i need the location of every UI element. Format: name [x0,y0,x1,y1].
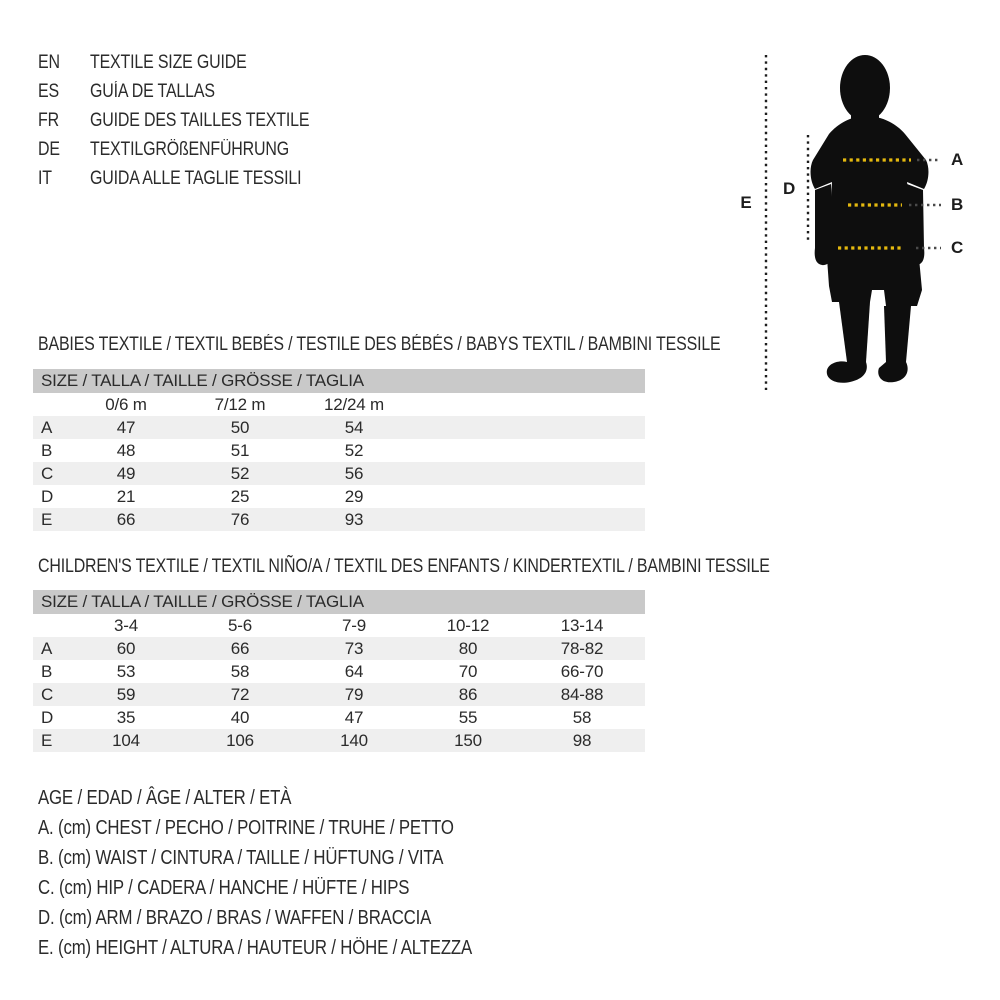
size-value-cell: 64 [344,662,364,681]
table-row [33,637,645,660]
marker-height-label: E [740,193,752,212]
size-value-cell: 80 [458,639,478,658]
size-value-cell: 76 [230,510,250,529]
size-value-cell: 54 [344,418,364,437]
size-value-cell: 79 [344,685,364,704]
size-label-cell: E [41,510,53,529]
table-column-header: 3-4 [114,616,138,635]
language-code: ES [38,81,59,102]
legend-line-height: E. (cm) HEIGHT / ALTURA / HAUTEUR / HÖHE / ALTEZZA [38,937,473,959]
table-column-header: 5-6 [228,616,252,635]
marker-hip-label: C [950,238,964,257]
size-label-cell: B [41,441,53,460]
size-value-cell: 40 [230,708,250,727]
size-value-cell: 29 [344,487,364,506]
size-value-cell: 50 [230,418,250,437]
legend-line-waist: B. (cm) WAIST / CINTURA / TAILLE / HÜFTUNG / VITA [38,847,444,869]
size-value-cell: 55 [458,708,478,727]
table-row [33,439,645,462]
guide-title: GUIDE DES TAILLES TEXTILE [90,110,310,131]
size-value-cell: 150 [454,731,482,750]
table-row [33,508,645,531]
legend-line-age: AGE / EDAD / ÂGE / ALTER / ETÀ [38,787,292,809]
size-value-cell: 47 [344,708,364,727]
table-row [33,706,645,729]
table-header-bar: SIZE / TALLA / TAILLE / GRÖSSE / TAGLIA [33,369,645,393]
size-value-cell: 66-70 [560,662,604,681]
children-size-table [33,590,645,752]
babies-size-table [33,369,645,531]
size-value-cell: 70 [458,662,478,681]
table-column-header: 0/6 m [105,395,147,414]
table-column-header: 13-14 [560,616,604,635]
language-code: EN [38,52,60,73]
table-column-header: 12/24 m [323,395,385,414]
size-value-cell: 35 [116,708,136,727]
size-value-cell: 104 [112,731,140,750]
legend-line-hip: C. (cm) HIP / CADERA / HANCHE / HÜFTE / HIPS [38,877,410,899]
size-value-cell: 66 [230,639,250,658]
size-value-cell: 59 [116,685,136,704]
size-value-cell: 47 [116,418,136,437]
language-code: IT [38,168,52,189]
size-value-cell: 58 [230,662,250,681]
babies-section-title: BABIES TEXTILE / TEXTIL BEBÉS / TESTILE DES BÉBÉS / BABYS TEXTIL / BAMBINI TESSILE [38,334,721,355]
guide-title: GUIDA ALLE TAGLIE TESSILI [90,168,302,189]
size-value-cell: 48 [116,441,136,460]
size-value-cell: 53 [116,662,136,681]
size-value-cell: 140 [340,731,368,750]
size-value-cell: 51 [230,441,250,460]
size-value-cell: 84-88 [560,685,604,704]
table-row [33,660,645,683]
size-value-cell: 86 [458,685,478,704]
size-value-cell: 21 [116,487,136,506]
legend-line-chest: A. (cm) CHEST / PECHO / POITRINE / TRUHE / PETTO [38,817,454,839]
size-label-cell: D [41,708,54,727]
size-value-cell: 60 [116,639,136,658]
size-label-cell [33,614,69,637]
size-value-cell: 98 [572,731,592,750]
table-column-headers [33,393,645,416]
language-row [38,77,351,106]
size-label-cell [33,393,69,416]
language-code: DE [38,139,60,160]
size-value-cell: 52 [344,441,364,460]
table-column-headers [33,614,645,637]
table-row [33,462,645,485]
size-value-cell: 93 [344,510,364,529]
size-value-cell: 66 [116,510,136,529]
table-row [33,485,645,508]
language-row [38,135,351,164]
guide-title: TEXTILE SIZE GUIDE [90,52,247,73]
language-title-list [38,48,351,193]
size-value-cell: 58 [572,708,592,727]
language-row [38,164,351,193]
table-row [33,683,645,706]
table-row [33,729,645,752]
size-value-cell: 52 [230,464,250,483]
table-header-bar: SIZE / TALLA / TAILLE / GRÖSSE / TAGLIA [33,590,645,614]
table-column-header: 7-9 [342,616,366,635]
table-column-header: 10-12 [446,616,490,635]
guide-title: GUÍA DE TALLAS [90,81,215,102]
size-value-cell: 56 [344,464,364,483]
children-section-title: CHILDREN'S TEXTILE / TEXTIL NIÑO/A / TEXTIL DES ENFANTS / KINDERTEXTIL / BAMBINI TESSILE [38,556,770,577]
size-label-cell: C [41,685,54,704]
size-value-cell: 49 [116,464,136,483]
size-label-cell: D [41,487,54,506]
size-value-cell: 72 [230,685,250,704]
guide-title: TEXTILGRÖßENFÜHRUNG [90,139,289,160]
marker-arm-label: D [782,179,796,198]
marker-chest-label: A [950,150,964,169]
size-value-cell: 73 [344,639,364,658]
table-row [33,416,645,439]
size-label-cell: A [41,418,53,437]
legend-line-arm: D. (cm) ARM / BRAZO / BRAS / WAFFEN / BRACCIA [38,907,432,929]
marker-waist-label: B [950,195,964,214]
size-label-cell: A [41,639,53,658]
language-row [38,48,351,77]
size-label-cell: B [41,662,53,681]
size-value-cell: 78-82 [560,639,604,658]
size-value-cell: 106 [226,731,254,750]
measurement-legend [38,783,555,963]
language-code: FR [38,110,59,131]
table-column-header: 7/12 m [214,395,266,414]
language-row [38,106,351,135]
size-value-cell: 25 [230,487,250,506]
size-label-cell: E [41,731,53,750]
size-label-cell: C [41,464,54,483]
